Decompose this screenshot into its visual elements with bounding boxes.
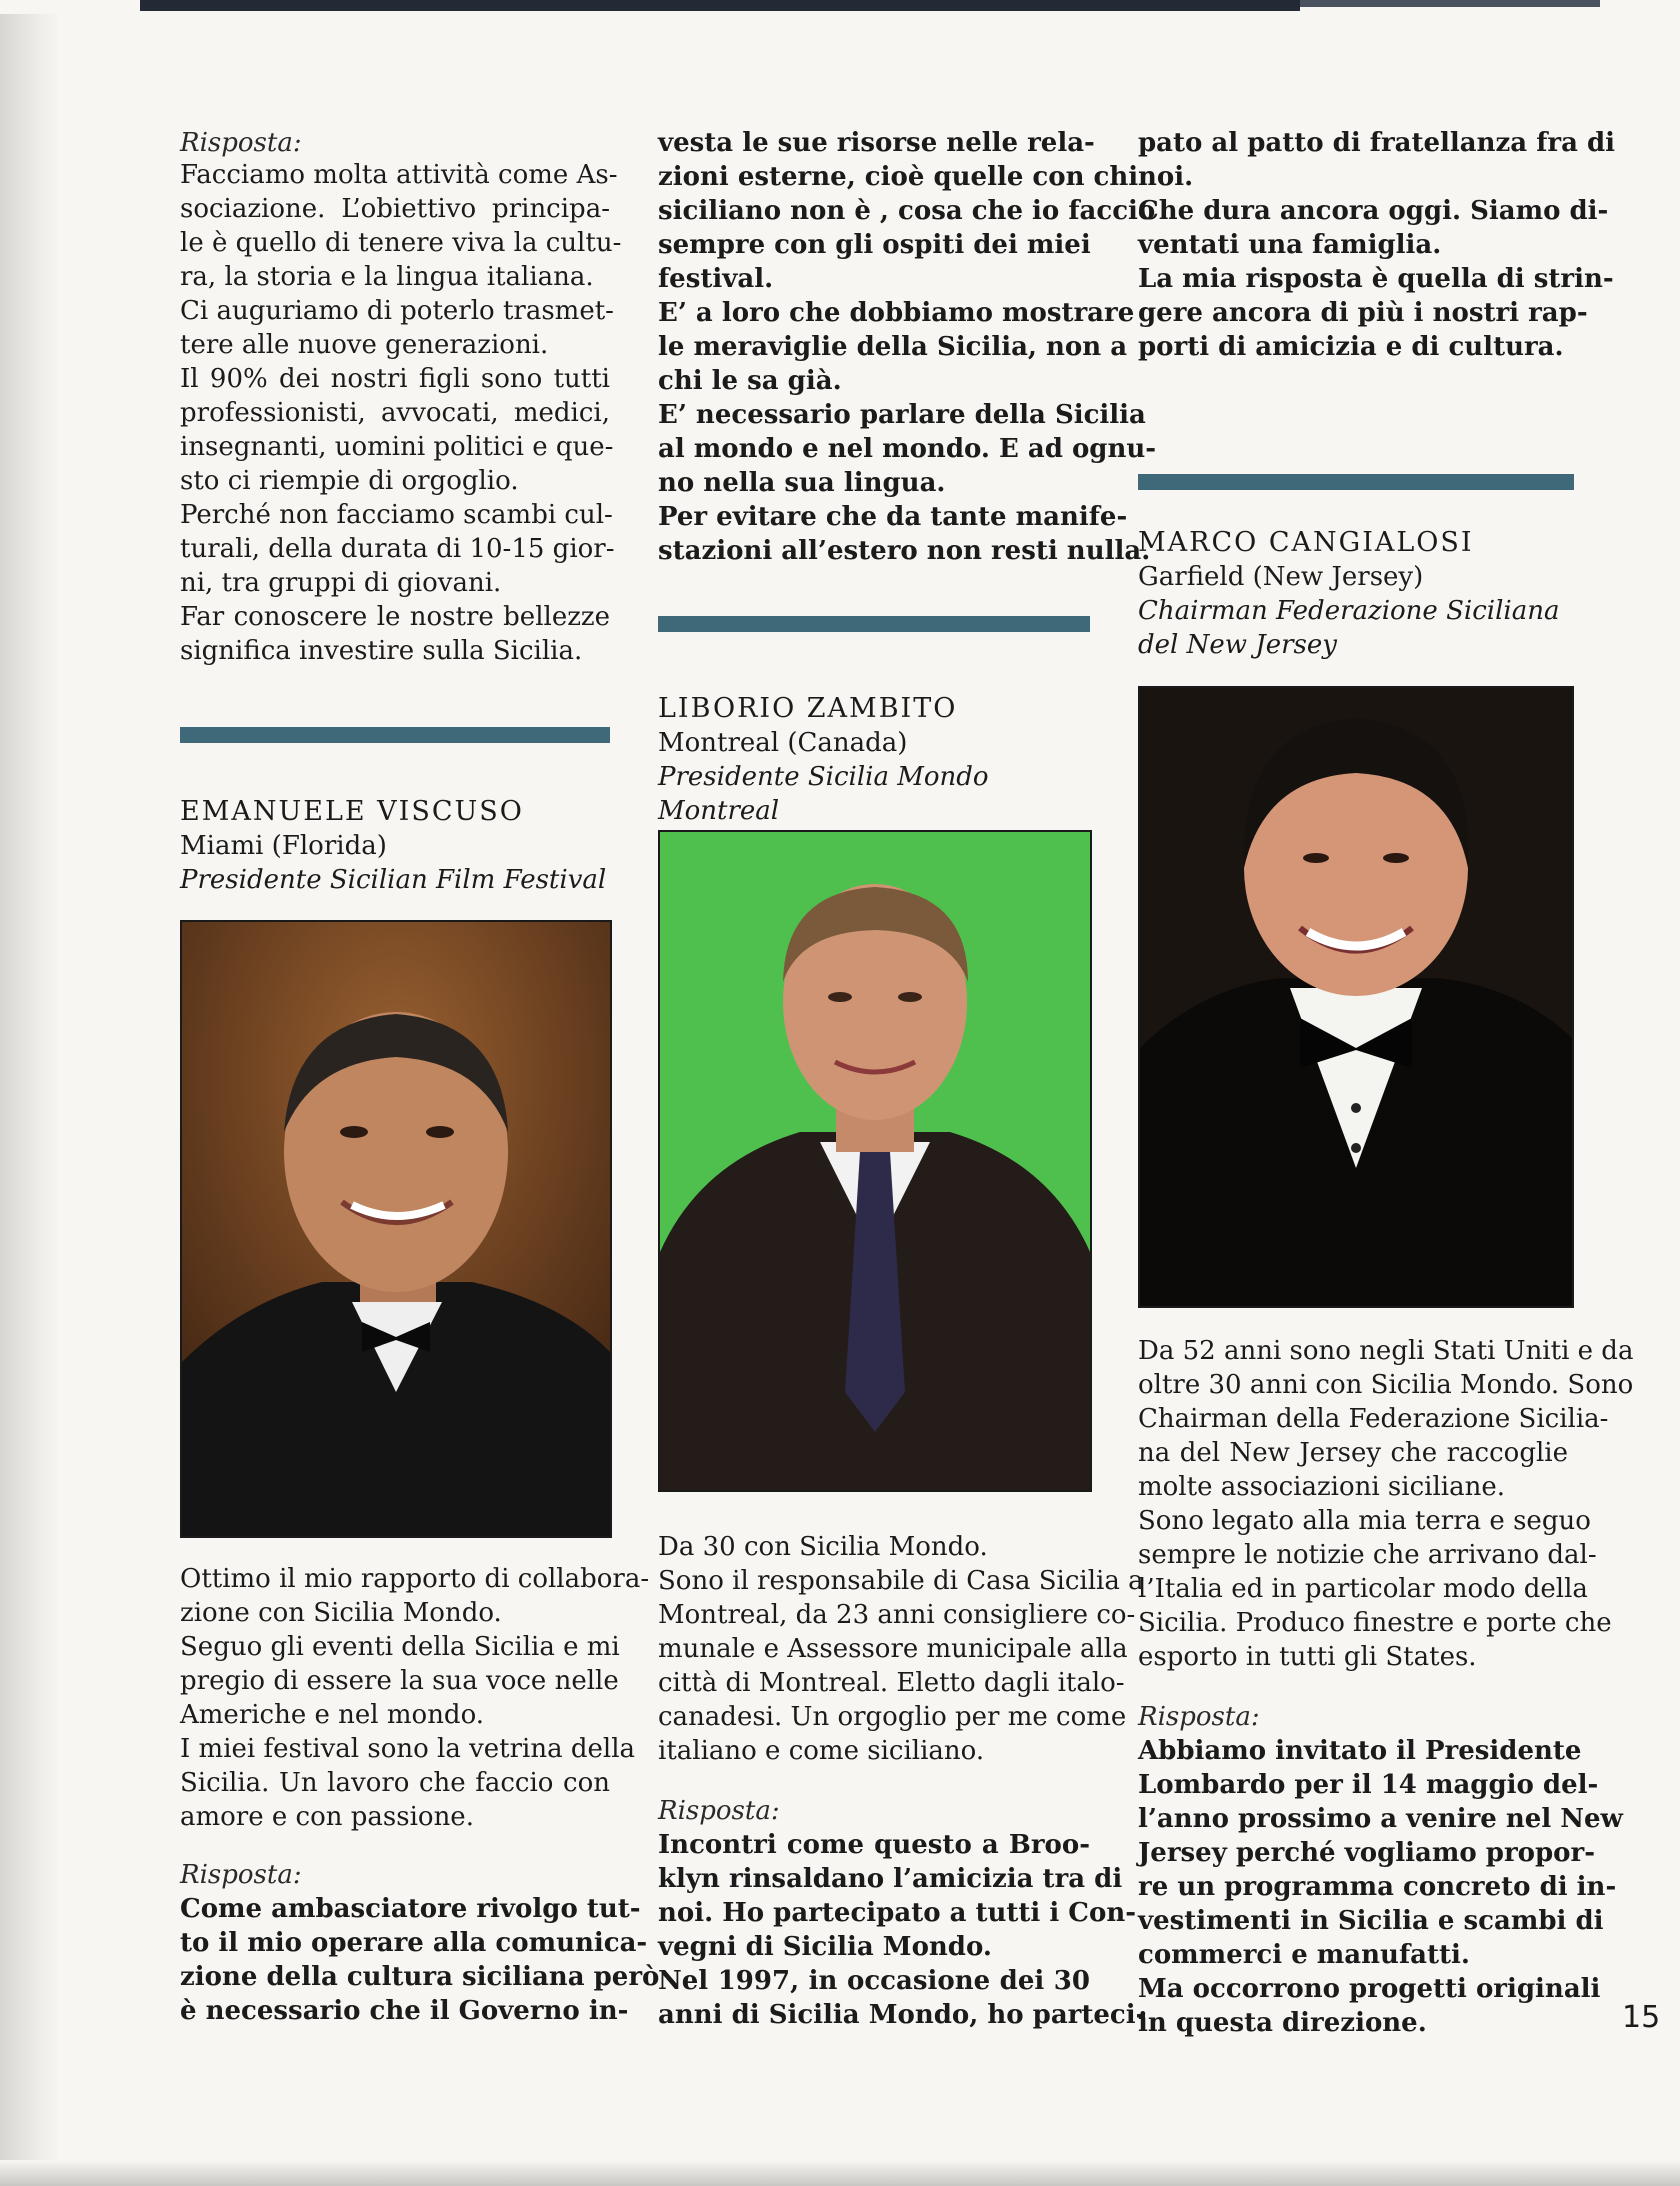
text-line: Per evitare che da tante manife- — [658, 502, 1128, 532]
text-line: zione con Sicilia Mondo. — [180, 1598, 502, 1628]
text-line: Sono legato alla mia terra e seguo — [1138, 1506, 1591, 1536]
text-line: Da 30 con Sicilia Mondo. — [658, 1532, 988, 1562]
profile-role: Presidente Sicilia Mondo Montreal — [658, 762, 989, 826]
text-line: Sicilia. Produco finestre e porte che — [1138, 1608, 1612, 1638]
answer-text — [1138, 1734, 1623, 2040]
text-line: italiano e come siciliano. — [658, 1736, 985, 1766]
bottom-page-edge — [0, 2160, 1680, 2186]
text-line: zioni esterne, cioè quelle con chi — [658, 162, 1139, 192]
profile-place: Montreal (Canada) — [658, 728, 908, 758]
text-line: Da 52 anni sono negli Stati Uniti e da — [1138, 1336, 1634, 1366]
text-line: le è quello di tenere viva la cultu- — [180, 228, 622, 258]
text-line: pregio di essere la sua voce nelle — [180, 1666, 619, 1696]
text-line: noi. — [1138, 162, 1194, 192]
profile-place: Miami (Florida) — [180, 831, 387, 861]
text-line: Ma occorrono progetti originali — [1138, 1974, 1601, 2004]
profile-name: LIBORIO ZAMBITO — [658, 693, 958, 724]
text-line: Americhe e nel mondo. — [180, 1700, 485, 1730]
text-line: le meraviglie della Sicilia, non a — [658, 332, 1128, 362]
text-line: anni di Sicilia Mondo, ho parteci- — [658, 2000, 1147, 2030]
text-line: l’anno prossimo a venire nel New — [1138, 1804, 1623, 1834]
profile-role-line-1: Chairman Federazione Siciliana — [1138, 596, 1560, 626]
text-line: è necessario che il Governo in- — [180, 1996, 629, 2026]
text-line: Perché non facciamo scambi cul- — [180, 500, 613, 530]
text-line: esporto in tutti gli States. — [1138, 1642, 1477, 1672]
profile-name: MARCO CANGIALOSI — [1138, 527, 1474, 558]
text-line: re un programma concreto di in- — [1138, 1872, 1617, 1902]
text-line: Sono il responsabile di Casa Sicilia a — [658, 1566, 1144, 1596]
text-line: na del New Jersey che raccoglie — [1138, 1438, 1568, 1468]
text-line: al mondo e nel mondo. E ad ognu- — [658, 434, 1157, 464]
text-line: Far conoscere le nostre bellezze — [180, 602, 610, 632]
text-line: tere alle nuove generazioni. — [180, 330, 549, 360]
text-line: Il 90% dei nostri figli sono tutti — [180, 364, 610, 394]
text-line: gere ancora di più i nostri rap- — [1138, 298, 1588, 328]
text-line: l’Italia ed in particolar modo della — [1138, 1574, 1588, 1604]
text-line: sempre le notizie che arrivano dal- — [1138, 1540, 1597, 1570]
text-line: amore e con passione. — [180, 1802, 474, 1832]
text-line: Nel 1997, in occasione dei 30 — [658, 1966, 1090, 1996]
text-line: ra, la storia e la lingua italiana. — [180, 262, 594, 292]
profile-bio-text — [180, 1562, 650, 1834]
answer-text — [180, 1892, 660, 2028]
portrait-photo-viscuso — [180, 920, 612, 1538]
profile-role-line-2: del New Jersey — [1138, 630, 1337, 660]
section-divider — [180, 727, 610, 743]
text-line: siciliano non è , cosa che io faccio — [658, 196, 1156, 226]
text-line: sempre con gli ospiti dei miei — [658, 230, 1091, 260]
text-line: noi. Ho partecipato a tutti i Con- — [658, 1898, 1137, 1928]
text-line: Montreal, da 23 anni consigliere co- — [658, 1600, 1136, 1630]
text-line: Come ambasciatore rivolgo tut- — [180, 1894, 641, 1924]
text-line: insegnanti, uomini politici e que- — [180, 432, 614, 462]
text-line: Ci auguriamo di poterlo trasmet- — [180, 296, 614, 326]
text-line: to il mio operare alla comunica- — [180, 1928, 648, 1958]
text-line: molte associazioni siciliane. — [1138, 1472, 1505, 1502]
text-line: La mia risposta è quella di strin- — [1138, 264, 1614, 294]
text-line: no nella sua lingua. — [658, 468, 946, 498]
intro-answer-text — [180, 158, 622, 668]
text-line: porti di amicizia e di cultura. — [1138, 332, 1564, 362]
text-line: Che dura ancora oggi. Siamo di- — [1138, 196, 1609, 226]
text-line: Ottimo il mio rapporto di collabora- — [180, 1564, 650, 1594]
continued-answer-text — [1138, 126, 1616, 364]
text-line: Facciamo molta attività come As- — [180, 160, 618, 190]
text-line: Sicilia. Un lavoro che faccio con — [180, 1768, 610, 1798]
text-line: commerci e manufatti. — [1138, 1940, 1470, 1970]
portrait-photo-zambito — [658, 830, 1092, 1492]
page-spine-shadow — [0, 0, 60, 2186]
answer-risposta-label: Risposta: — [1138, 1702, 1260, 1732]
text-line: klyn rinsaldano l’amicizia tra di — [658, 1864, 1123, 1894]
page-number: 15 — [1622, 2000, 1661, 2035]
text-line: E’ necessario parlare della Sicilia — [658, 400, 1146, 430]
text-line: I miei festival sono la vetrina della — [180, 1734, 636, 1764]
answer-risposta-label: Risposta: — [658, 1796, 780, 1826]
text-line: stazioni all’estero non resti nulla. — [658, 536, 1151, 566]
text-line: Chairman della Federazione Sicilia- — [1138, 1404, 1609, 1434]
profile-role: Presidente Sicilian Film Festival — [180, 865, 607, 895]
text-line: in questa direzione. — [1138, 2008, 1427, 2038]
profile-bio-text — [1138, 1334, 1634, 1674]
text-line: Abbiamo invitato il Presidente — [1138, 1736, 1582, 1766]
top-edge-strip — [0, 0, 1680, 14]
text-line: Seguo gli eventi della Sicilia e mi — [180, 1632, 620, 1662]
text-line: Lombardo per il 14 maggio del- — [1138, 1770, 1599, 1800]
continued-answer-text — [658, 126, 1157, 568]
text-line: sto ci riempie di orgoglio. — [180, 466, 519, 496]
text-line: professionisti, avvocati, medici, — [180, 398, 610, 428]
portrait-photo-cangialosi — [1138, 686, 1574, 1308]
answer-risposta-label: Risposta: — [180, 1860, 302, 1890]
profile-name: EMANUELE VISCUSO — [180, 796, 524, 827]
answer-text — [658, 1828, 1147, 2032]
text-line: pato al patto di fratellanza fra di — [1138, 128, 1616, 158]
section-divider — [658, 616, 1090, 632]
text-line: zione della cultura siciliana però — [180, 1962, 660, 1992]
text-line: ventati una famiglia. — [1138, 230, 1442, 260]
profile-place: Garfield (New Jersey) — [1138, 562, 1424, 592]
text-line: significa investire sulla Sicilia. — [180, 636, 583, 666]
text-line: città di Montreal. Eletto dagli italo- — [658, 1668, 1125, 1698]
text-line: Incontri come questo a Broo- — [658, 1830, 1090, 1860]
section-divider — [1138, 474, 1574, 490]
text-line: oltre 30 anni con Sicilia Mondo. Sono — [1138, 1370, 1634, 1400]
text-line: sociazione. L’obiettivo principa- — [180, 194, 610, 224]
text-line: canadesi. Un orgoglio per me come — [658, 1702, 1127, 1732]
text-line: Jersey perché vogliamo propor- — [1138, 1838, 1595, 1868]
intro-risposta-label: Risposta: — [180, 128, 302, 158]
text-line: turali, della durata di 10-15 gior- — [180, 534, 615, 564]
text-line: E’ a loro che dobbiamo mostrare — [658, 298, 1135, 328]
text-line: munale e Assessore municipale alla — [658, 1634, 1128, 1664]
text-line: ni, tra gruppi di giovani. — [180, 568, 502, 598]
text-line: chi le sa già. — [658, 366, 842, 396]
text-line: vesta le sue risorse nelle rela- — [658, 128, 1095, 158]
text-line: festival. — [658, 264, 774, 294]
text-line: vegni di Sicilia Mondo. — [658, 1932, 992, 1962]
text-line: vestimenti in Sicilia e scambi di — [1138, 1906, 1604, 1936]
profile-bio-text — [658, 1530, 1144, 1768]
